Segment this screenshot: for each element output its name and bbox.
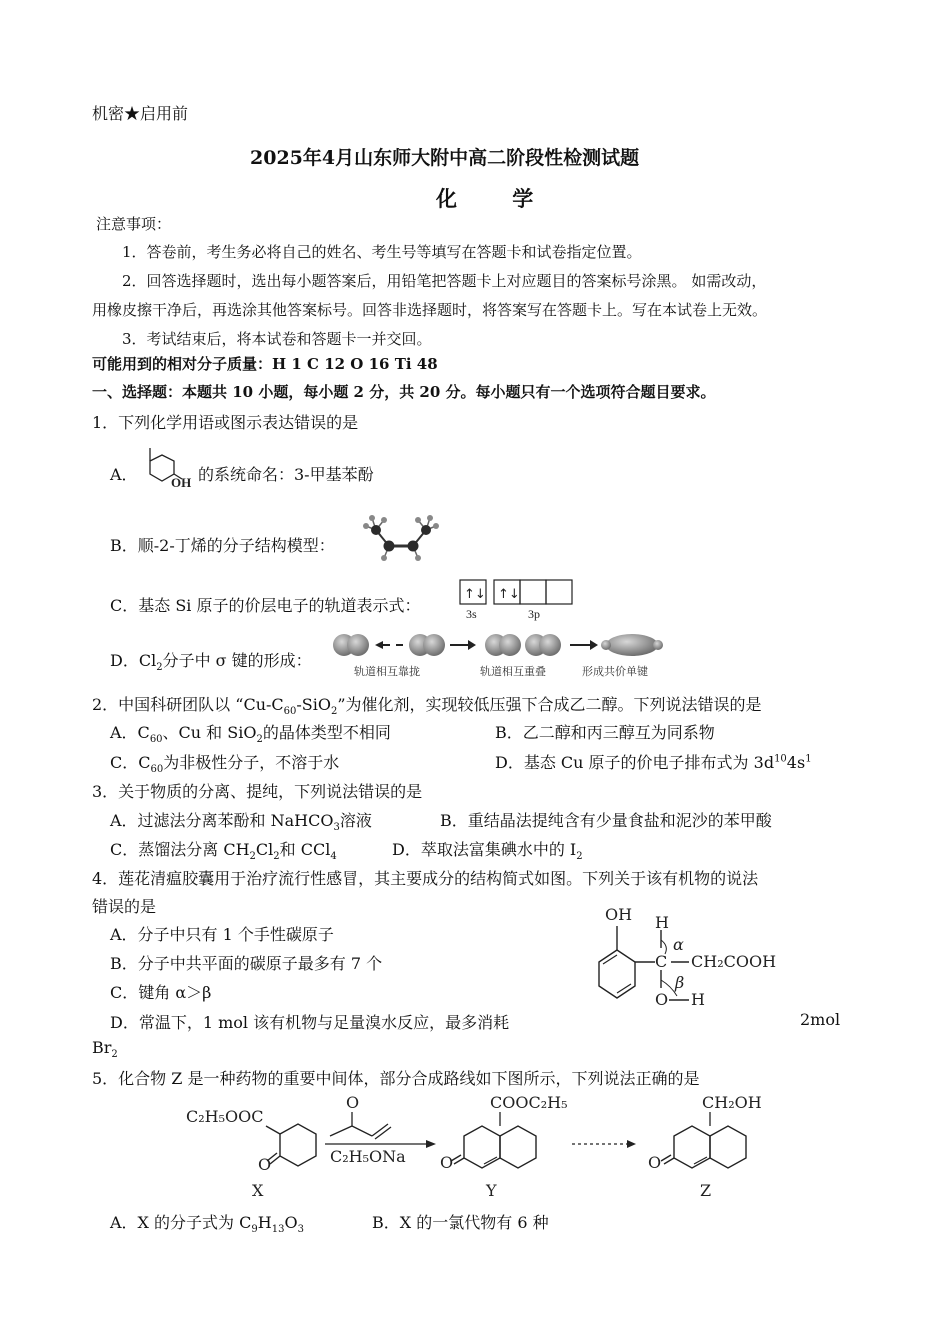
q2-option-d: D．基态 Cu 原子的价电子排布式为 $3d^{10}4s^1$	[495, 753, 812, 772]
note-2: 2．回答选择题时，选出每小题答案后，用铅笔把答题卡上对应题目的答案标号涂黑。 如需改动，	[122, 272, 767, 290]
q2-option-c: C．$C_{60}$为非极性分子，不溶于水	[110, 753, 340, 776]
q3-option-b: B．重结晶法提纯含有少量食盐和泥沙的苯甲酸	[440, 811, 772, 830]
3s-electron-arrows: ↑↓	[464, 587, 486, 602]
reagent-carbonyl-o: O	[346, 1093, 360, 1112]
q4-stem-line2: 错误的是	[92, 897, 157, 916]
exam-title: 2025年4月山东师大附中高二阶段性检测试题	[250, 147, 640, 169]
q3-option-d: D．萃取法富集碘水中的 $I_2$	[392, 840, 583, 863]
q4-option-b: B．分子中共平面的碳原子最多有 7 个	[110, 954, 383, 973]
q5-stem: 5．化合物 Z 是一种药物的重要中间体，部分合成路线如下图所示，下列说法正确的是	[92, 1069, 700, 1088]
q3-stem: 3．关于物质的分离、提纯，下列说法错误的是	[92, 782, 423, 801]
3p-label: 3p	[528, 607, 540, 621]
caption-approach: 轨道相互靠拢	[354, 665, 420, 678]
chiral-carbon: C	[655, 952, 668, 971]
section-1-heading: 一、选择题：本题共 10 小题，每小题 2 分，共 20 分。每小题只有一个选项符合题目要求。	[92, 383, 716, 401]
label-x: X	[252, 1181, 264, 1200]
alpha-angle: α	[673, 935, 684, 954]
oh-group: OH	[605, 905, 633, 924]
caption-single-bond: 形成共价单键	[582, 665, 648, 678]
ch2cooh-group: CH₂COOH	[691, 952, 777, 971]
note-2-cont: 用橡皮擦干净后，再选涂其他答案标号。回答非选择题时，将答案写在答题卡上。写在本试卷上无效。	[92, 301, 768, 319]
q4-option-d: D．常温下，1 mol 该有机物与足量溴水反应，最多消耗	[110, 1013, 510, 1032]
relative-masses: 可能用到的相对分子质量：H 1 C 12 O 16 Ti 48	[92, 355, 438, 373]
q1-option-a-text: 的系统命名：3-甲基苯酚	[198, 465, 374, 484]
sigma-bond-formation-diagram	[330, 628, 670, 682]
cis-2-butene-model	[358, 512, 444, 564]
q4-option-d-end: 2mol	[800, 1010, 841, 1029]
label-z: Z	[700, 1181, 712, 1200]
q1-option-c: C．基态 Si 原子的价层电子的轨道表示式：	[110, 596, 421, 615]
beta-angle: β	[675, 973, 685, 992]
q4-molecule-structure	[585, 900, 795, 1040]
q2-option-a: A．$C_{60}$、Cu 和 SiO$_2$的晶体类型不相同	[110, 723, 391, 746]
label-y: Y	[486, 1181, 497, 1200]
q1-option-b: B．顺-2-丁烯的分子结构模型：	[110, 536, 335, 555]
y-ester-group: COOC₂H₅	[490, 1093, 568, 1112]
notes-heading: 注意事项：	[96, 215, 172, 233]
q2-stem: 2．中国科研团队以 “$Cu-C_{60}-SiO_2$”为催化剂，实现较低压强下合成乙二醇。下列说法错误的是	[92, 695, 762, 718]
q1-option-d: D．$Cl_2$分子中 σ 键的形成：	[110, 651, 312, 674]
note-1: 1．答卷前，考生务必将自己的姓名、考生号等填写在答题卡和试卷指定位置。	[122, 243, 642, 261]
3p-electron-arrows: ↑↓	[498, 587, 520, 602]
oh-label: OH	[171, 475, 192, 489]
y-carbonyl-o: O	[440, 1153, 454, 1172]
q2-option-b: B．乙二醇和丙三醇互为同系物	[495, 723, 715, 742]
z-carbonyl-o: O	[648, 1153, 662, 1172]
caption-overlap: 轨道相互重叠	[480, 665, 546, 678]
hydrogen-bottom: H	[691, 990, 705, 1009]
x-ester-group: C₂H₅OOC	[186, 1107, 264, 1126]
si-orbital-diagram	[458, 578, 578, 622]
m-cresol-structure	[136, 443, 198, 489]
3s-label: 3s	[466, 607, 477, 621]
oxygen-bottom: O	[655, 990, 669, 1009]
q4-option-c: C．键角 α＞β	[110, 983, 212, 1002]
hydrogen-top: H	[655, 913, 669, 932]
q3-option-a: A．过滤法分离苯酚和 NaHCO$_3$溶液	[110, 811, 372, 834]
x-carbonyl-o: O	[258, 1155, 272, 1174]
note-3: 3．考试结束后，将本试卷和答题卡一并交回。	[122, 330, 432, 348]
q5-option-a: A．X 的分子式为 $C_9H_{13}O_3$	[110, 1213, 304, 1236]
q4-stem-line1: 4．莲花清瘟胶囊用于治疗流行性感冒，其主要成分的结构简式如图。下列关于该有机物的说法	[92, 869, 759, 888]
reagent-base: C₂H₅ONa	[330, 1147, 406, 1166]
q1-option-a-label: A．	[110, 465, 138, 484]
q5-option-b: B．X 的一氯代物有 6 种	[372, 1213, 549, 1232]
q4-option-a: A．分子中只有 1 个手性碳原子	[110, 925, 334, 944]
q4-option-d-wrap: $Br_2$	[92, 1038, 118, 1061]
q3-option-c: C．蒸馏法分离 $CH_2Cl_2$和 CCl$_4$	[110, 840, 337, 863]
q5-synthesis-route	[180, 1090, 800, 1200]
z-hydroxymethyl-group: CH₂OH	[702, 1093, 762, 1112]
q1-stem: 1．下列化学用语或图示表达错误的是	[92, 413, 359, 432]
subject-title: 化 学	[436, 186, 558, 211]
confidential-mark: 机密★启用前	[92, 104, 189, 123]
